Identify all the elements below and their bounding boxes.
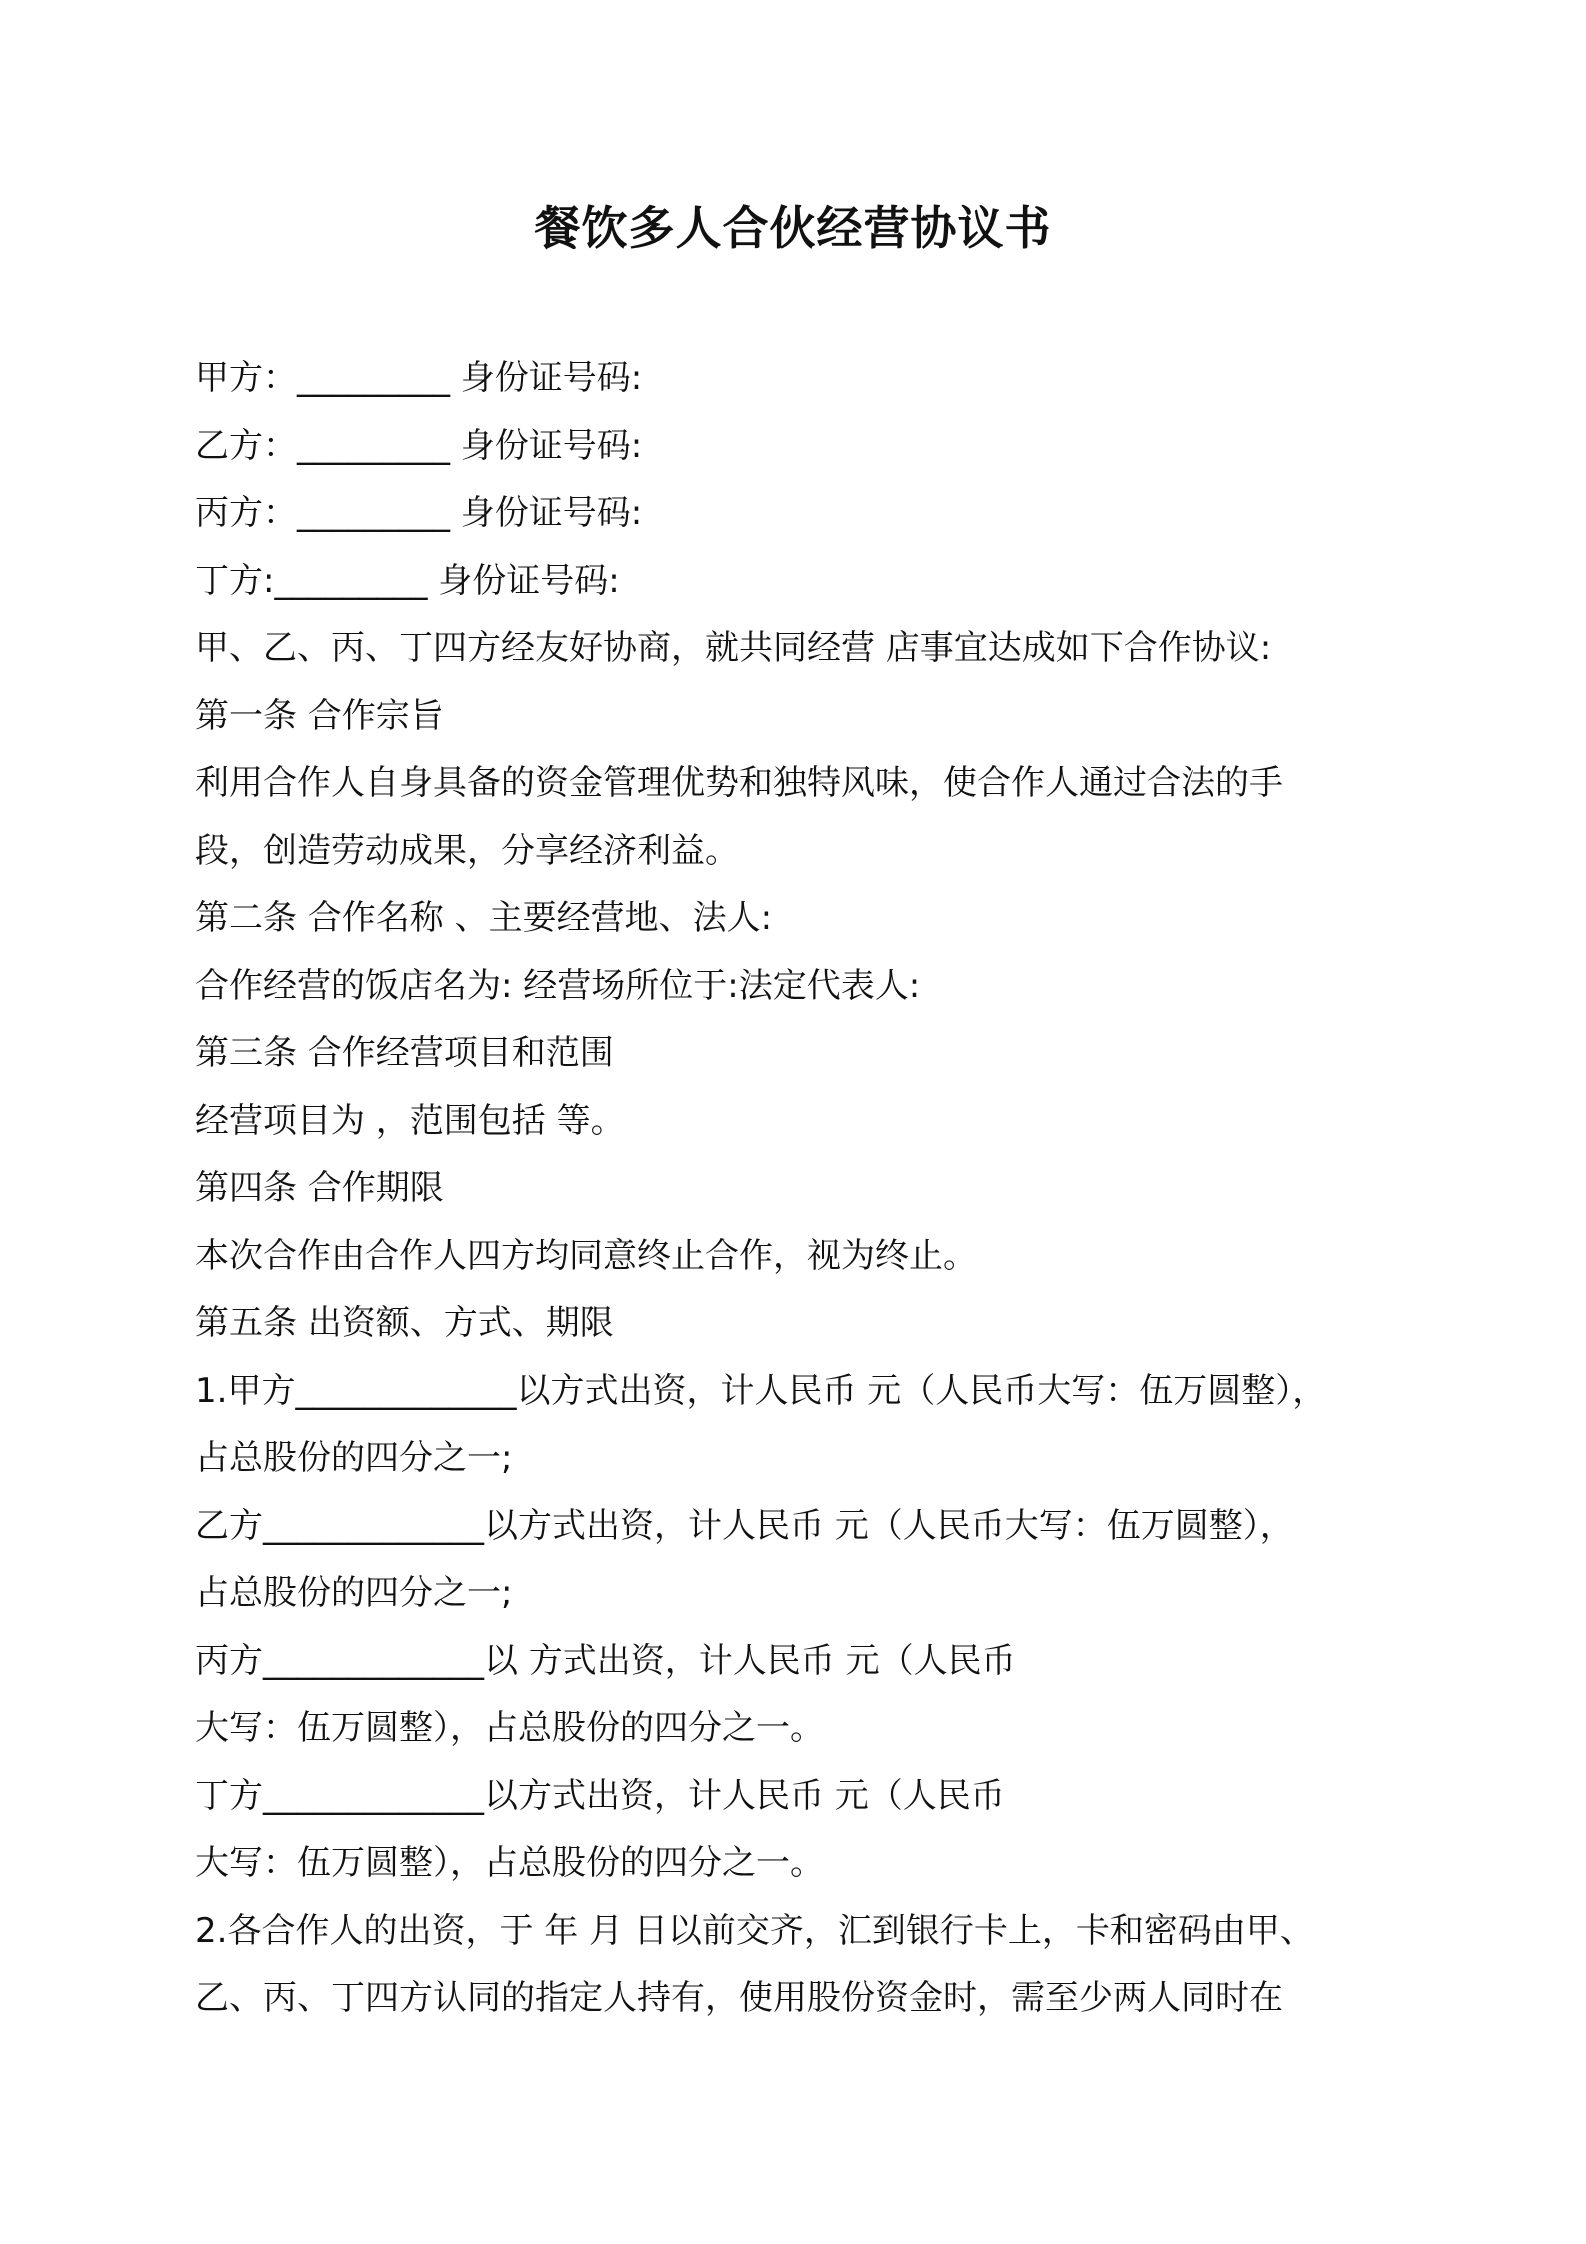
- party-a-line: 甲方：_________ 身份证号码:: [195, 358, 643, 398]
- document-title: 餐饮多人合伙经营协议书: [534, 201, 1052, 255]
- article-5-party-a-1: 1.甲方_____________以方式出资，计人民币 元（人民币大写：伍万圆整），: [195, 1370, 1327, 1411]
- article-2-heading: 第二条 合作名称 、主要经营地、法人:: [195, 898, 773, 938]
- article-3-heading: 第三条 合作经营项目和范围: [195, 1033, 614, 1073]
- article-5-heading: 第五条 出资额、方式、期限: [195, 1303, 614, 1343]
- article-5-clause-2-2: 乙、丙、丁四方认同的指定人持有，使用股份资金时，需至少两人同时在: [195, 1978, 1283, 2018]
- article-4-heading: 第四条 合作期限: [195, 1168, 444, 1208]
- article-5-party-c-2: 大写：伍万圆整），占总股份的四分之一。: [195, 1708, 824, 1748]
- article-5-party-c-1: 丙方_____________以 方式出资，计人民币 元（人民币: [195, 1640, 1016, 1681]
- article-5-party-a-2: 占总股份的四分之一;: [195, 1438, 513, 1478]
- article-1-heading: 第一条 合作宗旨: [195, 695, 444, 736]
- article-5-party-d-2: 大写：伍万圆整），占总股份的四分之一。: [195, 1843, 824, 1883]
- article-3-text: 经营项目为 ，范围包括 等。: [195, 1100, 625, 1141]
- article-1-text-1: 利用合作人自身具备的资金管理优势和独特风味，使合作人通过合法的手: [195, 763, 1283, 803]
- party-c-line: 丙方：_________ 身份证号码:: [195, 493, 643, 533]
- article-5-party-b-2: 占总股份的四分之一;: [195, 1573, 513, 1613]
- article-5-party-b-1: 乙方_____________以方式出资，计人民币 元（人民币大写：伍万圆整），: [195, 1505, 1294, 1546]
- party-d-line: 丁方:_________ 身份证号码:: [195, 560, 620, 601]
- article-5-party-d-1: 丁方_____________以方式出资，计人民币 元（人民币: [195, 1775, 1005, 1816]
- document-body: [195, 345, 1425, 2033]
- article-5-clause-2-1: 2.各合作人的出资，于 年 月 日以前交齐，汇到银行卡上，卡和密码由甲、: [195, 1910, 1314, 1951]
- party-b-line: 乙方：_________ 身份证号码:: [195, 425, 643, 466]
- preamble-line: 甲、乙、丙、丁四方经友好协商，就共同经营 店事宜达成如下合作协议:: [195, 628, 1272, 668]
- article-2-text: 合作经营的饭店名为: 经营场所位于:法定代表人:: [195, 965, 921, 1006]
- article-4-text: 本次合作由合作人四方均同意终止合作，视为终止。: [195, 1235, 977, 1276]
- article-1-text-2: 段，创造劳动成果，分享经济利益。: [195, 830, 739, 871]
